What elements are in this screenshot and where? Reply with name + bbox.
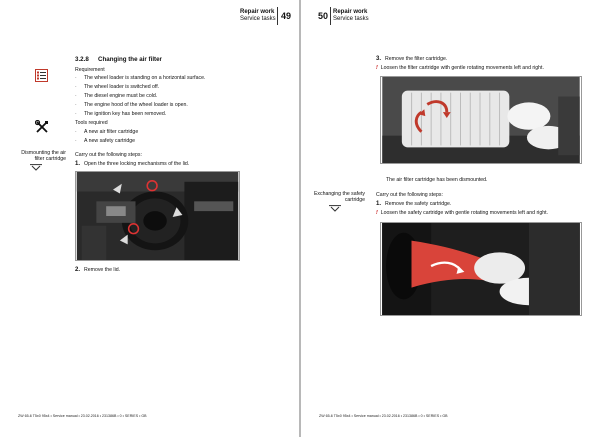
tools-heading: Tools required <box>75 120 108 126</box>
tool-item: · A new safety cartridge <box>84 137 135 145</box>
step-number: 3. <box>376 56 382 62</box>
margin-arrow-icon <box>30 164 42 171</box>
requirement-item: · The ignition key has been removed. <box>84 110 166 118</box>
section-number: 3.2.8 <box>75 56 89 63</box>
step-text: Remove the lid. <box>84 267 121 273</box>
step-number: 1. <box>75 161 81 167</box>
margin-note-dismounting: Dismounting the air filter cartridge <box>21 150 66 162</box>
step-hint-text: Loosen the safety cartridge with gentle rotating movements left and right. <box>380 210 548 216</box>
steps-intro: Carry out the following steps: <box>376 192 443 198</box>
right-footer: ZW 65-6 T5x0 95x4 • Service manual • 23.02.2016 • 231386B • 0 • SERIES • GB <box>319 414 448 418</box>
hint-icon: ! <box>376 210 378 216</box>
checklist-icon <box>35 69 48 82</box>
steps-intro: Carry out the following steps: <box>75 152 142 158</box>
tool-item: · A new air filter cartridge <box>84 128 138 136</box>
tools-icon <box>35 120 49 134</box>
requirement-item: · The wheel loader is standing on a horizontal surface. <box>84 74 205 82</box>
left-header <box>240 9 276 23</box>
filter-cartridge-photo <box>380 76 582 164</box>
right-header-divider <box>330 7 331 25</box>
left-header-section: Repair work <box>240 9 275 15</box>
step-text: Remove the safety cartridge. <box>385 201 452 207</box>
step-hint <box>376 64 544 72</box>
requirement-item: · The diesel engine must be cold. <box>84 92 157 100</box>
right-header <box>333 9 369 23</box>
right-header-subsection: Service tasks <box>333 16 369 22</box>
result-text: The air filter cartridge has been dismounted. <box>386 177 488 183</box>
margin-note-exchanging: Exchanging the safety cartridge <box>313 191 365 203</box>
hint-icon: ! <box>376 65 378 71</box>
right-page-number: 50 <box>318 11 329 21</box>
step-number: 2. <box>75 267 81 273</box>
step-hint <box>376 209 548 217</box>
step-text: Remove the filter cartridge. <box>385 56 448 62</box>
step-hint-text: Loosen the filter cartridge with gentle rotating movements left and right. <box>380 65 544 71</box>
left-page-number: 49 <box>281 11 292 21</box>
step-number: 1. <box>376 201 382 207</box>
requirement-item: · The engine hood of the wheel loader is open. <box>84 101 188 109</box>
safety-cartridge-photo <box>380 222 582 316</box>
left-header-subsection: Service tasks <box>240 16 276 22</box>
requirement-item: · The wheel loader is switched off. <box>84 83 159 91</box>
step-text: Open the three locking mechanisms of the lid. <box>84 161 190 167</box>
left-footer: ZW 65-6 T5x0 95x4 • Service manual • 23.02.2016 • 231386B • 0 • SERIES • GB <box>18 414 147 418</box>
right-page <box>301 0 600 437</box>
margin-arrow-icon <box>329 205 341 212</box>
section-title: Changing the air filter <box>98 56 162 63</box>
left-page <box>0 0 299 437</box>
air-filter-lid-photo <box>75 171 240 261</box>
requirement-heading: Requirement <box>75 67 105 73</box>
right-header-section: Repair work <box>333 9 368 15</box>
